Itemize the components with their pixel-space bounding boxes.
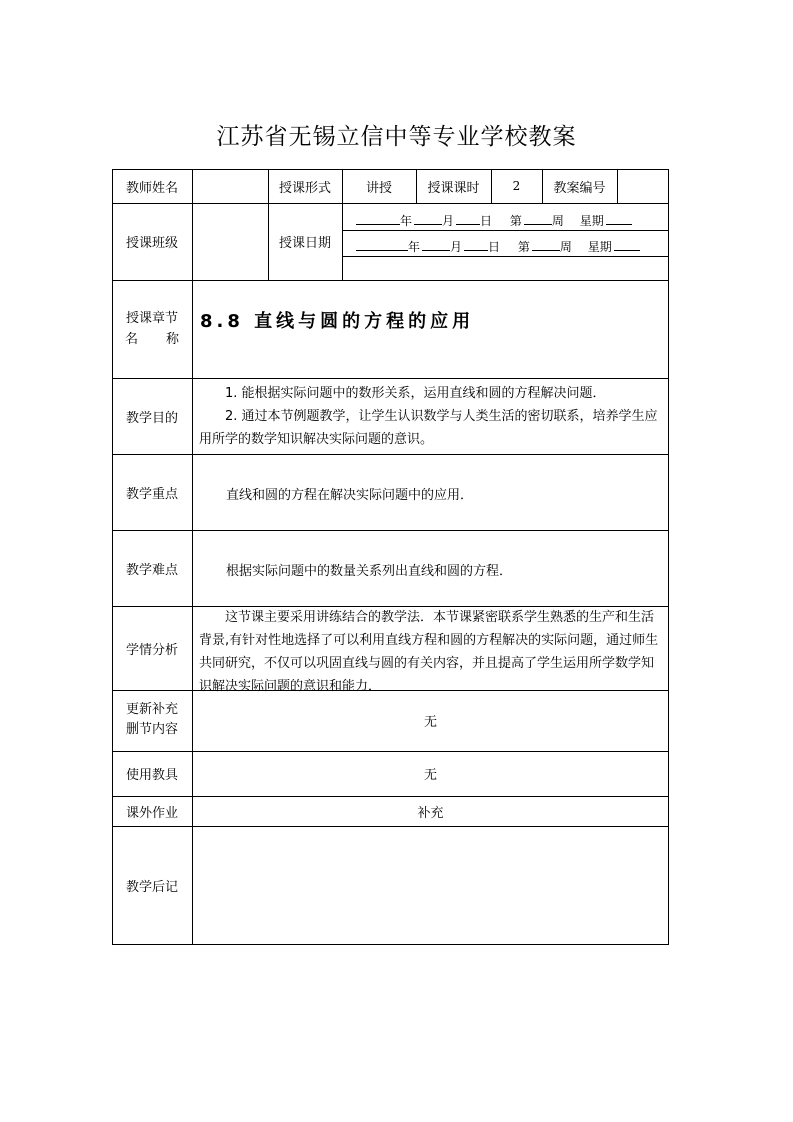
weekday-text: 星期	[587, 240, 612, 254]
reflection-label: 教学后记	[125, 880, 178, 895]
objectives-text	[199, 382, 663, 451]
teacher-name-value	[192, 169, 268, 203]
tools-value: 无	[423, 768, 437, 783]
date-label: 授课日期	[278, 236, 331, 251]
blank-line	[532, 238, 560, 251]
row-divider	[112, 454, 669, 455]
row-divider	[112, 280, 669, 281]
row-divider	[112, 378, 669, 379]
week-text: 周	[559, 240, 572, 254]
chapter-label-line2	[112, 329, 192, 350]
blank-line	[524, 212, 552, 225]
teaching-form-label: 授课形式	[278, 180, 331, 196]
chapter-label	[112, 308, 192, 350]
blank-line	[422, 238, 450, 251]
difficulties-text: 根据实际问题中的数量关系列出直线和圆的方程．	[226, 564, 513, 579]
objective-item: 1. 能根据实际问题中的数形关系，运用直线和圆的方程解决问题．	[225, 386, 606, 401]
blank-line	[456, 212, 480, 225]
blank-line	[606, 212, 632, 225]
col-divider	[192, 169, 193, 945]
month-text: 月	[442, 214, 455, 228]
homework-value: 补充	[417, 805, 444, 821]
chapter-label-char: 称	[165, 332, 179, 347]
update-label-line1: 更新补充	[125, 702, 178, 717]
update-label-line2: 删节内容	[125, 722, 178, 737]
teaching-form-value: 讲授	[365, 180, 392, 196]
objectives-label: 教学目的	[125, 410, 178, 426]
class-hours-value: 2	[512, 179, 521, 193]
analysis-text	[199, 606, 663, 698]
blank-line	[356, 212, 400, 225]
update-label	[112, 700, 192, 740]
key-points-label: 教学重点	[125, 486, 178, 502]
blank-line	[614, 238, 640, 251]
class-hours-label: 授课课时	[427, 180, 480, 196]
date-subrow-divider	[342, 256, 669, 257]
document-title: 江苏省无锡立信中等专业学校教案	[216, 124, 577, 150]
year-text: 年	[400, 214, 413, 228]
class-label: 授课班级	[125, 236, 178, 251]
blank-line	[464, 238, 488, 251]
objective-item: 2. 通过本节例题教学，让学生认识数学与人类生活的密切联系，培养学生应用所学的数学知识解决实际问题的意识。	[199, 409, 658, 447]
blank-line	[414, 212, 442, 225]
class-value	[192, 203, 268, 280]
day-text: 日	[488, 240, 501, 254]
analysis-label: 学情分析	[125, 642, 178, 658]
week-prefix-text: 第	[509, 214, 522, 228]
update-value: 无	[423, 715, 437, 730]
plan-number-label: 教案编号	[553, 180, 606, 196]
week-prefix-text: 第	[517, 240, 530, 254]
row-divider	[112, 826, 669, 827]
blank-line	[356, 238, 408, 251]
chapter-title: 8.8 直线与圆的方程的应用	[200, 311, 475, 332]
chapter-label-line1: 授课章节	[125, 311, 178, 326]
lesson-plan-table	[112, 169, 669, 945]
difficulties-label: 教学难点	[125, 562, 178, 578]
date-line-2	[356, 238, 640, 255]
weekday-text: 星期	[579, 214, 604, 228]
date-line-1	[356, 212, 632, 229]
teacher-name-label: 教师姓名	[125, 180, 178, 196]
tools-label: 使用教具	[125, 768, 178, 783]
homework-label: 课外作业	[125, 805, 178, 821]
row-divider	[112, 530, 669, 531]
year-text: 年	[408, 240, 421, 254]
date-subrow-divider	[342, 230, 669, 231]
day-text: 日	[480, 214, 493, 228]
week-text: 周	[551, 214, 564, 228]
chapter-label-char: 名	[125, 332, 139, 347]
month-text: 月	[450, 240, 463, 254]
key-points-text: 直线和圆的方程在解决实际问题中的应用．	[226, 488, 474, 503]
plan-number-value	[617, 169, 669, 203]
analysis-paragraph: 这节课主要采用讲练结合的教学法．本节课紧密联系学生熟悉的生产和生活背景,有针对性地选择了可以利用直线方程和圆的方程解决的实际问题，通过师生共同研究，不仅可以巩固直线与圆的有关内容，并且提高了学生运用所学数学知识解决实际问题的意识和能力．	[199, 610, 659, 694]
